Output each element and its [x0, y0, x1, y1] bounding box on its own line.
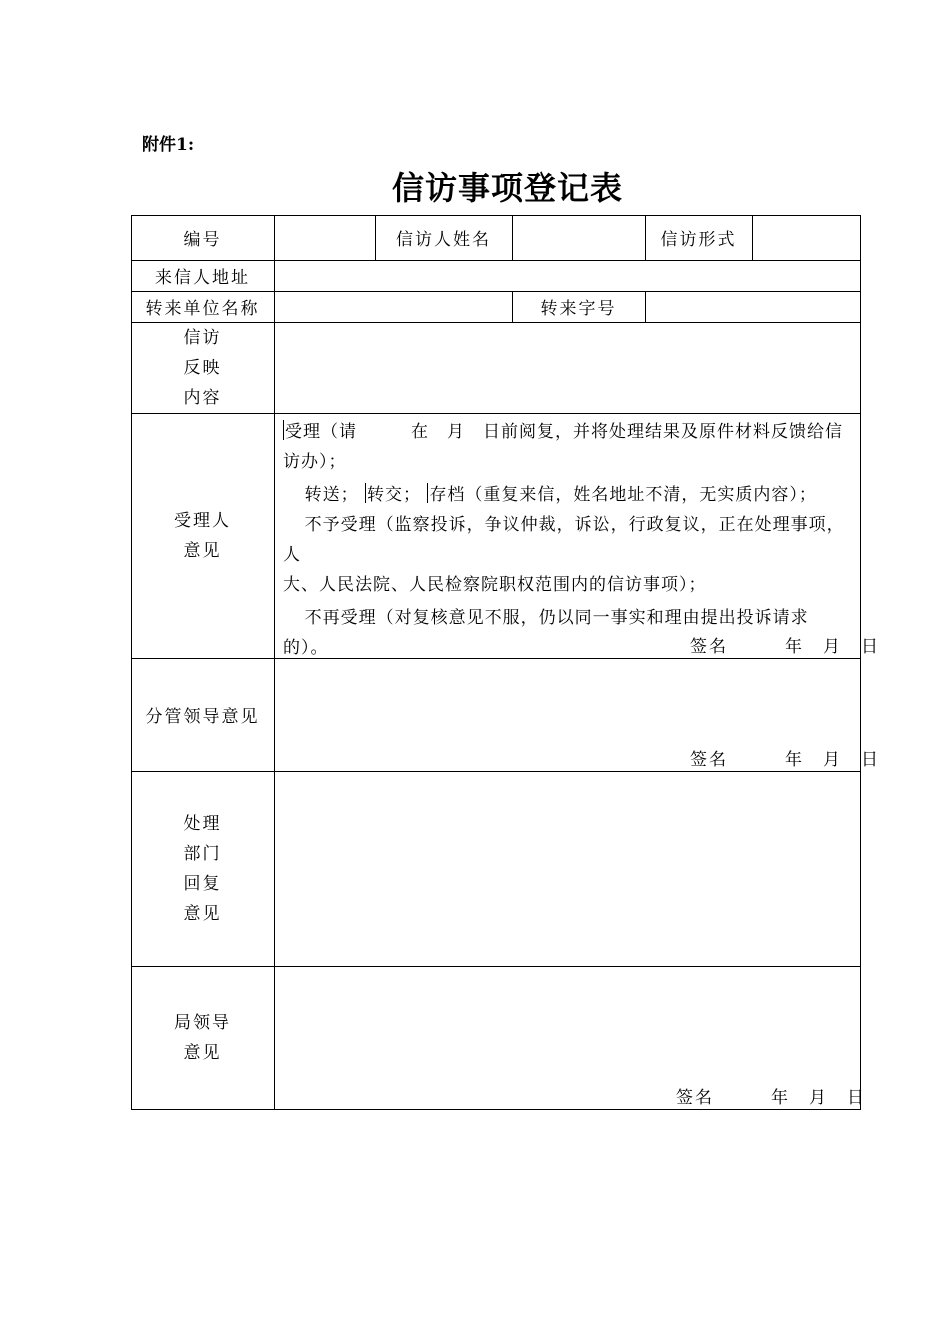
- id-label: 编号: [183, 230, 222, 250]
- address-field[interactable]: [275, 261, 860, 291]
- forwarding-number-label: 转来字号: [540, 299, 617, 319]
- bureau-leader-label-line: 意见: [183, 1042, 222, 1063]
- leader-opinion-label: 分管领导意见: [145, 707, 260, 727]
- leader-signature: 签名 年 月 日: [690, 750, 880, 770]
- checkbox-mark[interactable]: [365, 483, 366, 503]
- option-handover[interactable]: 转交；: [367, 485, 422, 505]
- form-title: 信访事项登记表: [391, 169, 623, 207]
- receiver-opinion-label-line: 受理人: [174, 510, 231, 531]
- address-label: 来信人地址: [155, 268, 250, 288]
- content-label: [131, 322, 274, 413]
- dept-reply-label-line: 回复: [183, 873, 222, 894]
- dept-reply-label: [131, 771, 274, 966]
- receiver-opinion-label: [131, 413, 274, 658]
- option-accept-cont: 访办）；: [283, 452, 347, 472]
- option-archive[interactable]: 存档（重复来信，姓名地址不清，无实质内容）；: [429, 485, 817, 505]
- attachment-label: 附件1:: [142, 135, 195, 155]
- option-reject[interactable]: 不予受理（监察投诉，争议仲裁，诉讼，行政复议，正在处理事项，人: [283, 515, 845, 565]
- option-no-longer-accept-cont: 的）。: [283, 638, 329, 658]
- option-no-longer-accept[interactable]: 不再受理（对复核意见不服，仍以同一事实和理由提出投诉请求: [304, 608, 809, 628]
- forwarding-unit-label: 转来单位名称: [145, 299, 260, 319]
- petitioner-name-label: 信访人姓名: [396, 230, 491, 250]
- content-field[interactable]: [275, 323, 860, 413]
- dept-reply-label-line: 部门: [183, 843, 222, 864]
- option-transfer-row: [283, 480, 853, 510]
- receiver-opinion-label-line: 意见: [183, 540, 222, 561]
- receiver-options: [283, 417, 853, 663]
- petition-form-field[interactable]: [753, 216, 860, 260]
- dept-reply-field[interactable]: [275, 772, 860, 966]
- dept-reply-label-line: 处理: [183, 813, 222, 834]
- dept-reply-label-line: 意见: [183, 903, 222, 924]
- content-label-line: 信访: [183, 327, 222, 348]
- id-field[interactable]: [275, 216, 375, 260]
- bureau-leader-label: [131, 966, 274, 1109]
- content-label-line: 内容: [183, 387, 222, 408]
- option-reject-cont: 大、人民法院、人民检察院职权范围内的信访事项）；: [283, 575, 707, 595]
- bureau-signature: 签名 年 月 日: [676, 1088, 866, 1108]
- petitioner-name-field[interactable]: [513, 216, 645, 260]
- forwarding-number-field[interactable]: [646, 292, 860, 322]
- option-accept[interactable]: 受理（请 在 月 日前阅复，并将处理结果及原件材料反馈给信: [285, 422, 843, 442]
- option-forward[interactable]: 转送；: [304, 485, 359, 505]
- petition-form-label: 信访形式: [660, 230, 737, 250]
- checkbox-mark[interactable]: [283, 420, 284, 440]
- forwarding-unit-field[interactable]: [275, 292, 512, 322]
- receiver-signature: 签名 年 月 日: [690, 637, 880, 657]
- bureau-leader-label-line: 局领导: [174, 1012, 231, 1033]
- content-label-line: 反映: [183, 357, 222, 378]
